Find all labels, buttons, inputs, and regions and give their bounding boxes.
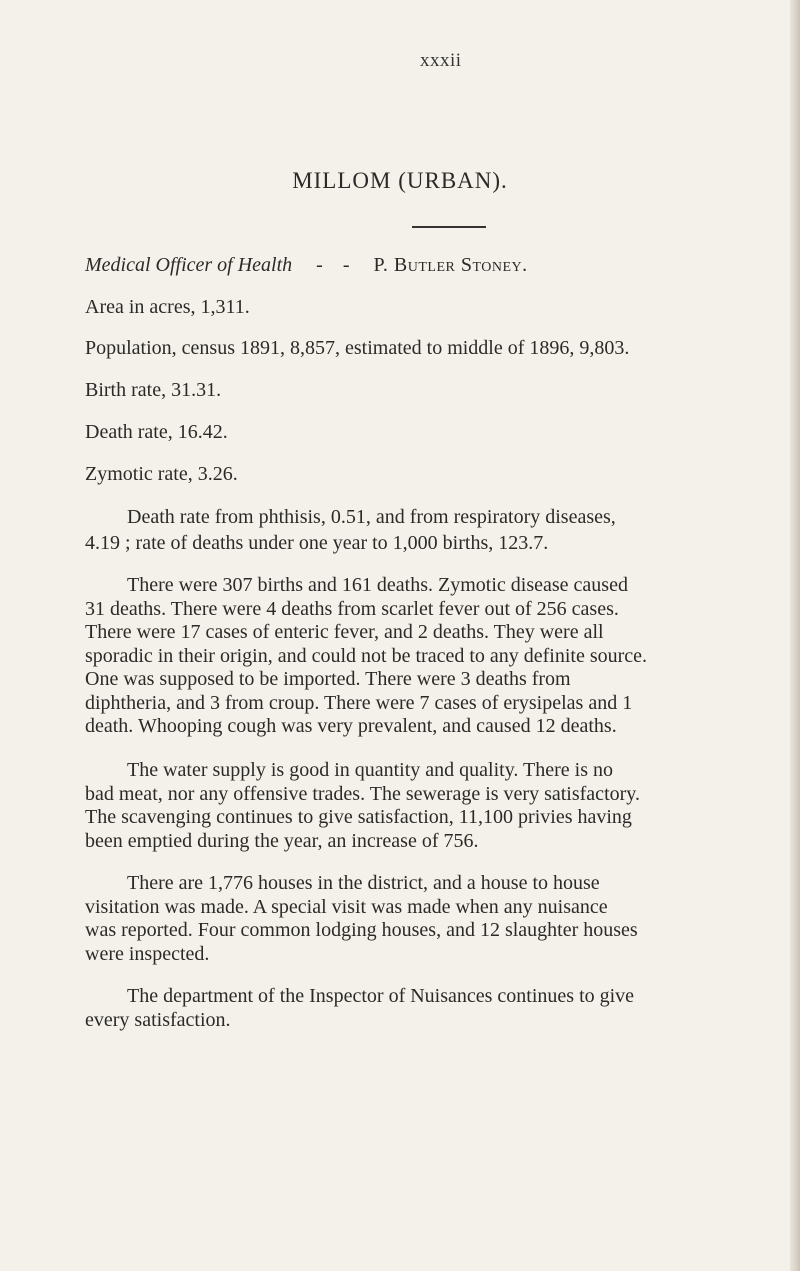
- paragraph-houses: [85, 872, 733, 966]
- text-line: The department of the Inspector of Nuisances continues to give: [127, 985, 635, 1007]
- officer-separator: -: [316, 254, 323, 276]
- zymotic-rate-stat: Zymotic rate, 3.26.: [85, 463, 238, 485]
- officer-name: P. Butler Stoney.: [373, 254, 528, 276]
- paragraph-sanitation: [85, 759, 733, 853]
- text-line: The scavenging continues to give satisfaction, 11,100 privies having: [85, 806, 632, 828]
- text-line: There are 1,776 houses in the district, and a house to house: [127, 872, 600, 894]
- text-line: every satisfaction.: [85, 1008, 231, 1031]
- officer-role: Medical Officer of Health: [85, 254, 293, 276]
- text-line: 31 deaths. There were 4 deaths from scarlet fever out of 256 cases.: [85, 597, 619, 620]
- text-line: One was supposed to be imported. There were 3 deaths from: [85, 668, 571, 690]
- text-line: sporadic in their origin, and could not be traced to any definite source.: [85, 644, 648, 667]
- text-line: death. Whooping cough was very prevalent, and caused 12 deaths.: [85, 715, 617, 737]
- text-line: were inspected.: [85, 942, 210, 965]
- text-line: diphtheria, and 3 from croup. There were 7 cases of erysipelas and 1: [85, 691, 633, 714]
- paragraph-deaths: [85, 574, 733, 739]
- text-line: The water supply is good in quantity and quality. There is no: [127, 759, 614, 781]
- text-line: There were 307 births and 161 deaths. Zymotic disease caused: [127, 574, 628, 596]
- birth-rate-stat: Birth rate, 31.31.: [85, 379, 222, 401]
- officer-line: [85, 254, 735, 277]
- phthisis-stat-line1: Death rate from phthisis, 0.51, and from respiratory diseases,: [127, 506, 616, 528]
- text-line: was reported. Four common lodging houses, and 12 slaughter houses: [85, 919, 638, 941]
- officer-separator-2: -: [342, 254, 350, 276]
- title-divider: [412, 226, 486, 228]
- page-number: xxxii: [420, 50, 462, 71]
- text-line: visitation was made. A special visit was made when any nuisance: [85, 895, 608, 918]
- death-rate-stat: Death rate, 16.42.: [85, 421, 228, 443]
- population-stat: Population, census 1891, 8,857, estimated to middle of 1896, 9,803.: [85, 337, 630, 359]
- text-line: been emptied during the year, an increase of 756.: [85, 829, 479, 852]
- area-stat: Area in acres, 1,311.: [85, 296, 250, 318]
- paragraph-inspector: [85, 985, 733, 1032]
- text-line: bad meat, nor any offensive trades. The sewerage is very satisfactory.: [85, 782, 640, 805]
- text-line: There were 17 cases of enteric fever, and 2 deaths. They were all: [85, 621, 604, 643]
- page-title: MILLOM (URBAN).: [292, 168, 508, 193]
- phthisis-stat-line2: 4.19 ; rate of deaths under one year to 1,000 births, 123.7.: [85, 532, 549, 554]
